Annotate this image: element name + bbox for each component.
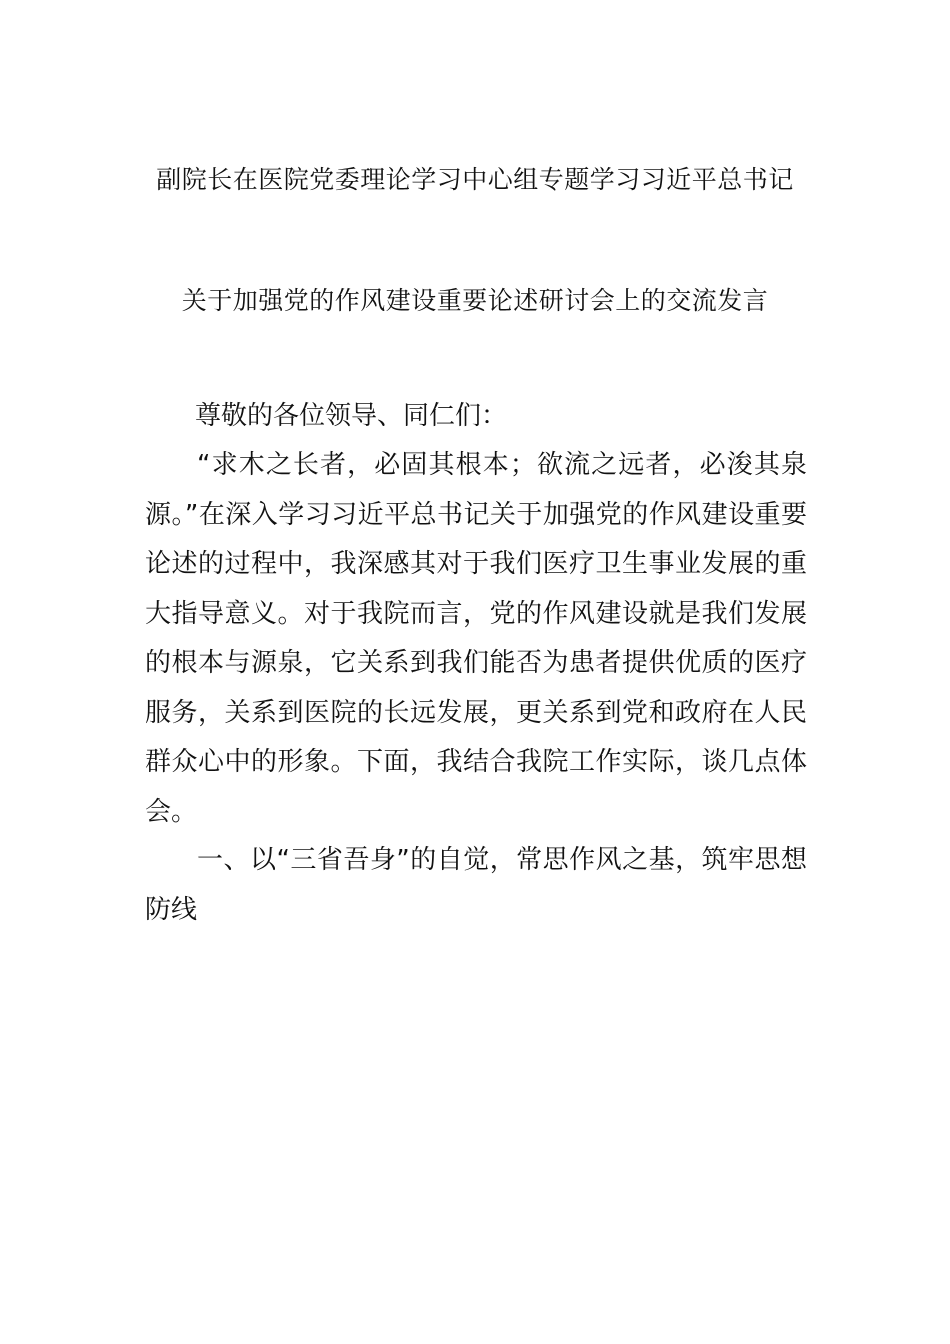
paragraph-opening: “求木之长者，必固其根本；欲流之远者，必浚其泉源。”在深入学习习近平总书记关于加强党的作风建设重要论述的过程中，我深感其对于我们医疗卫生事业发展的重大指导意义。对于我院而言，党的作风建设就是我们发展的根本与源泉，它关系到我们能否为患者提供优质的医疗服务，关系到医院的长远发展，更关系到党和政府在人民群众心中的形象。下面，我结合我院工作实际，谈几点体会。: [145, 450, 807, 827]
salutation: 尊敬的各位领导、同仁们：: [195, 401, 508, 431]
document-title-line-1: 副院长在医院党委理论学习中心组专题学习习近平总书记: [156, 165, 794, 194]
document-title-line-2: 关于加强党的作风建设重要论述研讨会上的交流发言: [181, 286, 769, 315]
section-heading-1: 一、以“三省吾身”的自觉，常思作风之基，筑牢思想防线: [145, 845, 807, 925]
